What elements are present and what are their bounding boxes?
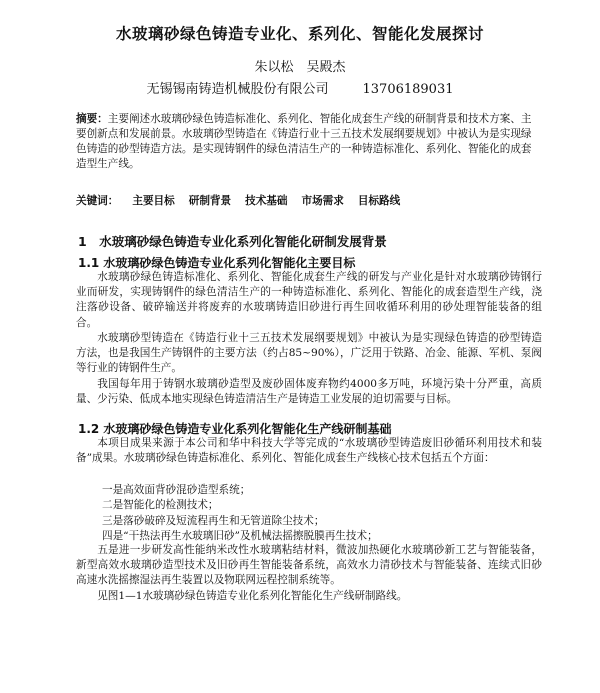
section-1-1-heading: 1.1 水玻璃砂绿色铸造专业化系列化智能化主要目标 bbox=[78, 256, 356, 270]
list-item: 二是智能化的检测技术； bbox=[102, 499, 219, 511]
keyword: 主要目标 bbox=[132, 195, 175, 207]
company-name: 无锡锡南铸造机械股份有限公司 bbox=[146, 82, 329, 97]
keyword: 技术基础 bbox=[245, 195, 288, 207]
paragraph: 水玻璃砂型铸造在《铸造行业十三五技术发展纲要规划》中被认为是实现绿色铸造的砂型铸造方法，也是我国生产铸钢件的主要方法（约占85~90%），广泛用于铁路、冶金、能源、军机、泵阀等行业的铸钢件生产。 bbox=[76, 332, 542, 375]
keywords-label: 关键词： bbox=[76, 195, 119, 207]
keywords bbox=[76, 193, 556, 208]
abstract bbox=[76, 112, 542, 172]
list-item: 三是落砂破碎及短流程再生和无管道除尘技术； bbox=[102, 515, 325, 527]
paper-authors: 朱以松 吴殿杰 bbox=[254, 60, 346, 75]
keyword: 研制背景 bbox=[188, 195, 232, 207]
paragraph: 本项目成果来源于本公司和华中科技大学等完成的“水玻璃砂型铸造废旧砂循环利用技术和装备”成果。水玻璃砂绿色铸造标准化、系列化、智能化成套生产线核心技术包括五个方面： bbox=[76, 437, 542, 465]
paragraph: 我国每年用于铸钢水玻璃砂造型及废砂固体废弃物约4000多万吨，环境污染十分严重，高质量、少污染、低成本地实现绿色铸造清洁生产是铸造工业发展的迫切需要与目标。 bbox=[76, 378, 542, 406]
paragraph: 五是进一步研发高性能纳米改性水玻璃粘结材料，微波加热硬化水玻璃砂新工艺与智能装备，新型高效水玻璃砂造型技术及旧砂再生智能装备系统，高效水力清砂技术与智能装备、连续式旧砂高速水洗摇擦湿法再生装置以及物联网远程控制系统等。 bbox=[76, 544, 542, 587]
abstract-label: 摘要： bbox=[76, 113, 108, 125]
keyword: 目标路线 bbox=[357, 195, 401, 207]
list-item: 四是“干热法再生水玻璃旧砂”及机械法摇擦脱膜再生技术； bbox=[102, 530, 378, 542]
list-item: 一是高效面背砂混砂造型系统； bbox=[102, 484, 251, 496]
phone-number: 13706189031 bbox=[362, 82, 454, 97]
keyword: 市场需求 bbox=[301, 195, 344, 207]
paragraph: 水玻璃砂绿色铸造标准化、系列化、智能化成套生产线的研发与产业化是针对水玻璃砂铸钢行业而研发，实现铸钢件的绿色清洁生产的一种铸造标准化、系列化、智能化的成套造型生产线，浇注落砂设备、破碎输送并将废弃的水玻璃铸造旧砂进行再生回收循环利用的砂处理智能装备的组合。 bbox=[76, 271, 542, 329]
section-1-2-heading: 1.2 水玻璃砂绿色铸造专业化系列化智能化生产线研制基础 bbox=[78, 422, 392, 436]
paragraph: 见图1—1水玻璃砂绿色铸造专业化系列化智能化生产线研制路线。 bbox=[97, 590, 408, 602]
section-1-heading: 1 水玻璃砂绿色铸造专业化系列化智能化研制发展背景 bbox=[78, 234, 387, 249]
paper-title: 水玻璃砂绿色铸造专业化、系列化、智能化发展探讨 bbox=[115, 25, 484, 43]
affiliation-line bbox=[0, 78, 600, 97]
abstract-text: 主要阐述水玻璃砂绿色铸造标准化、系列化、智能化成套生产线的研制背景和技术方案、主要创新点和发展前景。水玻璃砂型铸造在《铸造行业十三五技术发展纲要规划》中被认为是实现绿色铸造的砂型铸造方法。是实现铸钢件的绿色清洁生产的一种铸造标准化、系列化、智能化的成套造型生产线。 bbox=[76, 113, 532, 170]
